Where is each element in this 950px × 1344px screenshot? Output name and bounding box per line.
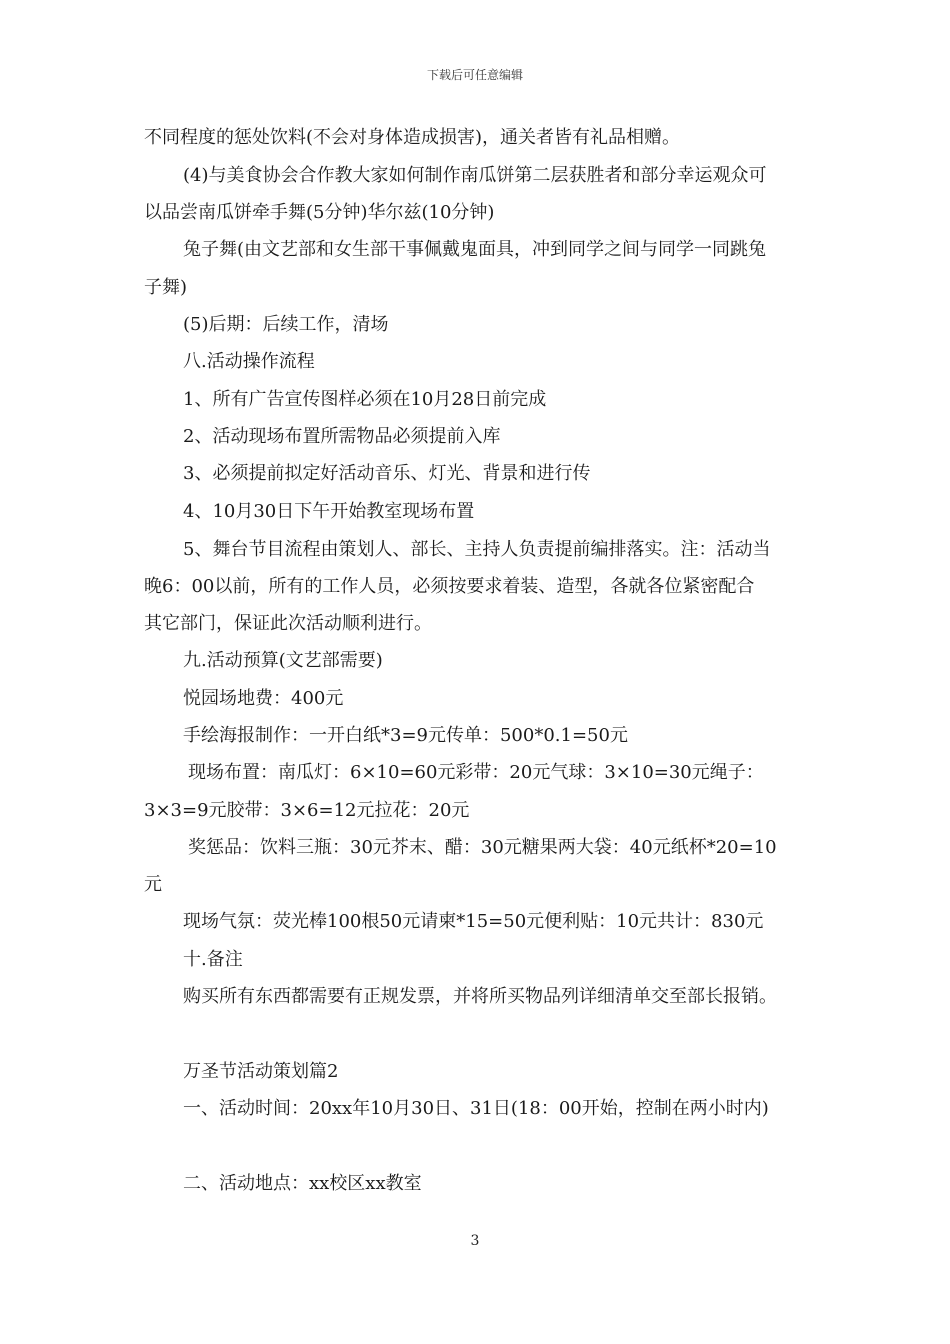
body-line: 悦园场地费：400元 (183, 688, 344, 709)
body-line: 购买所有东西都需要有正规发票，并将所买物品列详细清单交至部长报销。 (183, 986, 777, 1007)
body-line: 3、必须提前拟定好活动音乐、灯光、背景和进行传 (183, 463, 591, 484)
page-header: 下载后可任意编辑 (426, 68, 523, 82)
body-line: 其它部门，保证此次活动顺利进行。 (144, 613, 432, 634)
body-line: (4)与美食协会合作教大家如何制作南瓜饼第二层获胜者和部分幸运观众可 (183, 165, 767, 186)
body-line: 不同程度的惩处饮料(不会对身体造成损害)，通关者皆有礼品相赠。 (144, 127, 681, 148)
body-line: 晚6：00以前，所有的工作人员，必须按要求着装、造型，各就各位紧密配合 (144, 576, 755, 597)
body-line: 元 (144, 874, 162, 895)
body-line: 一、活动时间：20xx年10月30日、31日(18：00开始，控制在两小时内) (183, 1098, 769, 1119)
body-line: 奖惩品：饮料三瓶：30元芥末、醋：30元糖果两大袋：40元纸杯*20=10 (188, 837, 777, 858)
body-line: 以品尝南瓜饼牵手舞(5分钟)华尔兹(10分钟) (144, 202, 495, 223)
body-line: 子舞) (144, 277, 188, 298)
section-heading: 八.活动操作流程 (183, 351, 315, 372)
body-line: 兔子舞(由文艺部和女生部干事佩戴鬼面具，冲到同学之间与同学一同跳兔 (183, 239, 767, 260)
body-line: 5、舞台节目流程由策划人、部长、主持人负责提前编排落实。注：活动当 (183, 539, 771, 560)
body-line: 4、10月30日下午开始教室现场布置 (183, 501, 475, 522)
section-heading: 十.备注 (183, 949, 243, 970)
body-line: 手绘海报制作：一开白纸*3=9元传单：500*0.1=50元 (183, 725, 628, 746)
body-line: (5)后期：后续工作，清场 (183, 314, 389, 335)
body-line: 二、活动地点：xx校区xx教室 (183, 1173, 422, 1194)
article-title: 万圣节活动策划篇2 (183, 1061, 339, 1082)
body-line: 1、所有广告宣传图样必须在10月28日前完成 (183, 389, 547, 410)
section-heading: 九.活动预算(文艺部需要) (183, 650, 383, 671)
page-number: 3 (470, 1233, 480, 1249)
body-line: 3×3=9元胶带：3×6=12元拉花：20元 (144, 800, 470, 821)
body-line: 现场气氛：荧光棒100根50元请柬*15=50元便利贴：10元共计：830元 (183, 911, 764, 932)
body-line: 2、活动现场布置所需物品必须提前入库 (183, 426, 501, 447)
body-line: 现场布置：南瓜灯：6×10=60元彩带：20元气球：3×10=30元绳子： (188, 762, 764, 783)
